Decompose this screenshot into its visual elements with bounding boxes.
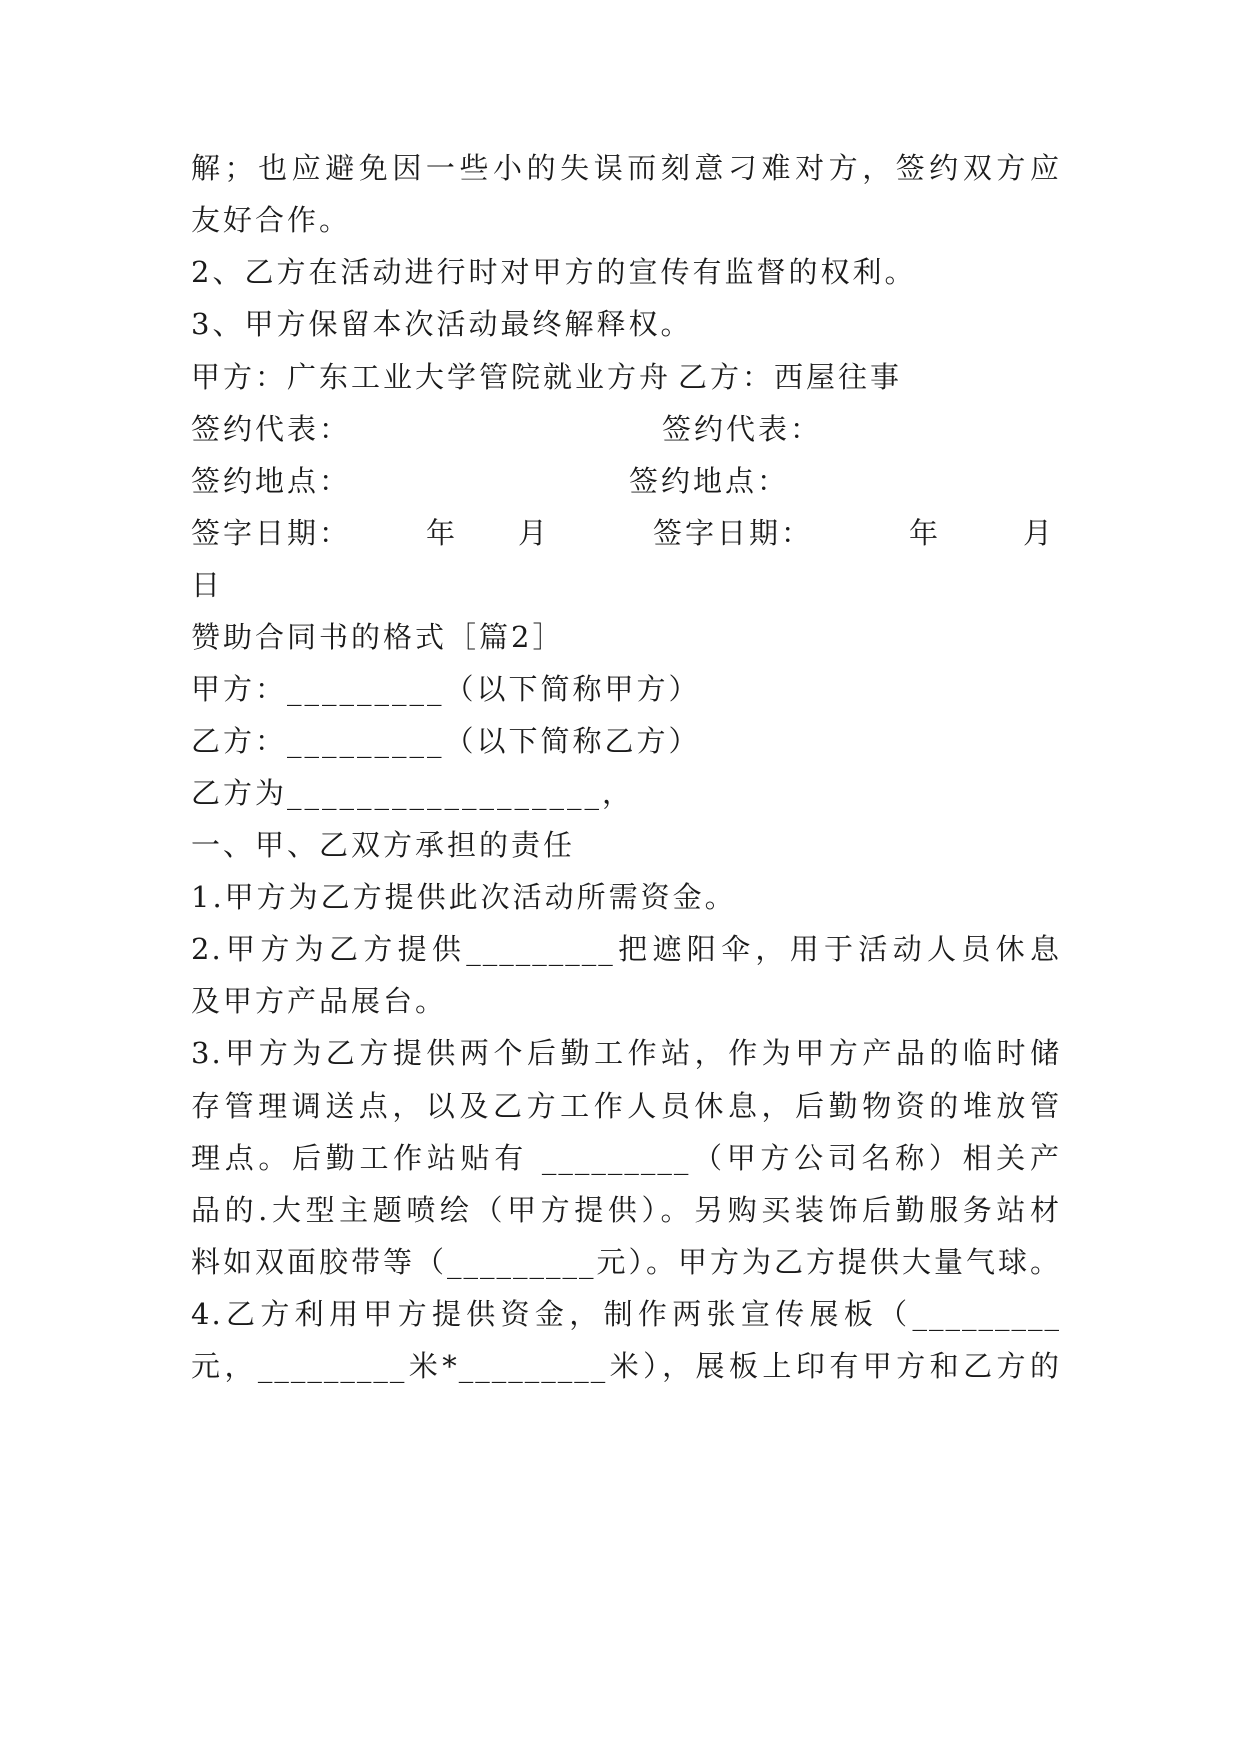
text-line: 2.甲方为乙方提供_________把遮阳伞，用于活动人员休息 (191, 932, 1061, 966)
party-b-date-month: 月 (1023, 516, 1056, 550)
party-a-date-year: 年 (426, 516, 459, 550)
text-line: 友好合作。 (191, 203, 352, 237)
text-line: 4.乙方利用甲方提供资金，制作两张宣传展板（_________ (191, 1297, 1061, 1331)
text-line: 料如双面胶带等（_________元）。甲方为乙方提供大量气球。 (191, 1245, 1061, 1279)
party-a-date-label: 签字日期： (191, 516, 352, 550)
text-line: 解；也应避免因一些小的失误而刻意刁难对方，签约双方应 (191, 151, 1061, 185)
text-line: 乙方：_________（以下简称乙方） (191, 724, 701, 758)
text-line: 3、甲方保留本次活动最终解释权。 (191, 307, 693, 341)
party-b-name: 乙方：西屋往事 (678, 360, 903, 394)
text-line: 3.甲方为乙方提供两个后勤工作站，作为甲方产品的临时储 (191, 1036, 1061, 1070)
party-b-date-label: 签字日期： (653, 516, 814, 550)
text-line: 一、甲、乙双方承担的责任 (191, 828, 576, 862)
party-a-name: 甲方：广东工业大学管院就业方舟 (191, 360, 672, 394)
text-line: 及甲方产品展台。 (191, 984, 448, 1018)
party-b-date-year: 年 (909, 516, 942, 550)
section-heading: 赞助合同书的格式［篇2］ (191, 620, 565, 654)
party-a-rep-label: 签约代表： (191, 412, 352, 446)
text-line: 1.甲方为乙方提供此次活动所需资金。 (191, 880, 737, 914)
signature-rep-row (191, 409, 1061, 449)
text-line: 甲方：_________（以下简称甲方） (191, 672, 701, 706)
text-line: 元，_________米*_________米），展板上印有甲方和乙方的 (191, 1349, 1061, 1383)
party-a-place-label: 签约地点： (191, 464, 352, 498)
signature-date-row (191, 513, 1061, 553)
text-line: 2、乙方在活动进行时对甲方的宣传有监督的权利。 (191, 255, 917, 289)
text-line: 存管理调送点，以及乙方工作人员休息，后勤物资的堆放管 (191, 1089, 1061, 1123)
party-a-date-month: 月 (518, 516, 551, 550)
signature-parties-row (191, 357, 1061, 397)
text-line: 理点。后勤工作站贴有 _________（甲方公司名称）相关产 (191, 1141, 1061, 1175)
party-b-rep-label: 签约代表： (662, 412, 823, 446)
party-b-place-label: 签约地点： (629, 464, 790, 498)
signature-place-row (191, 461, 1061, 501)
text-line: 品的.大型主题喷绘（甲方提供）。另购买装饰后勤服务站材 (191, 1193, 1061, 1227)
signature-day: 日 (191, 568, 224, 602)
text-line: 乙方为__________________， (191, 776, 635, 810)
